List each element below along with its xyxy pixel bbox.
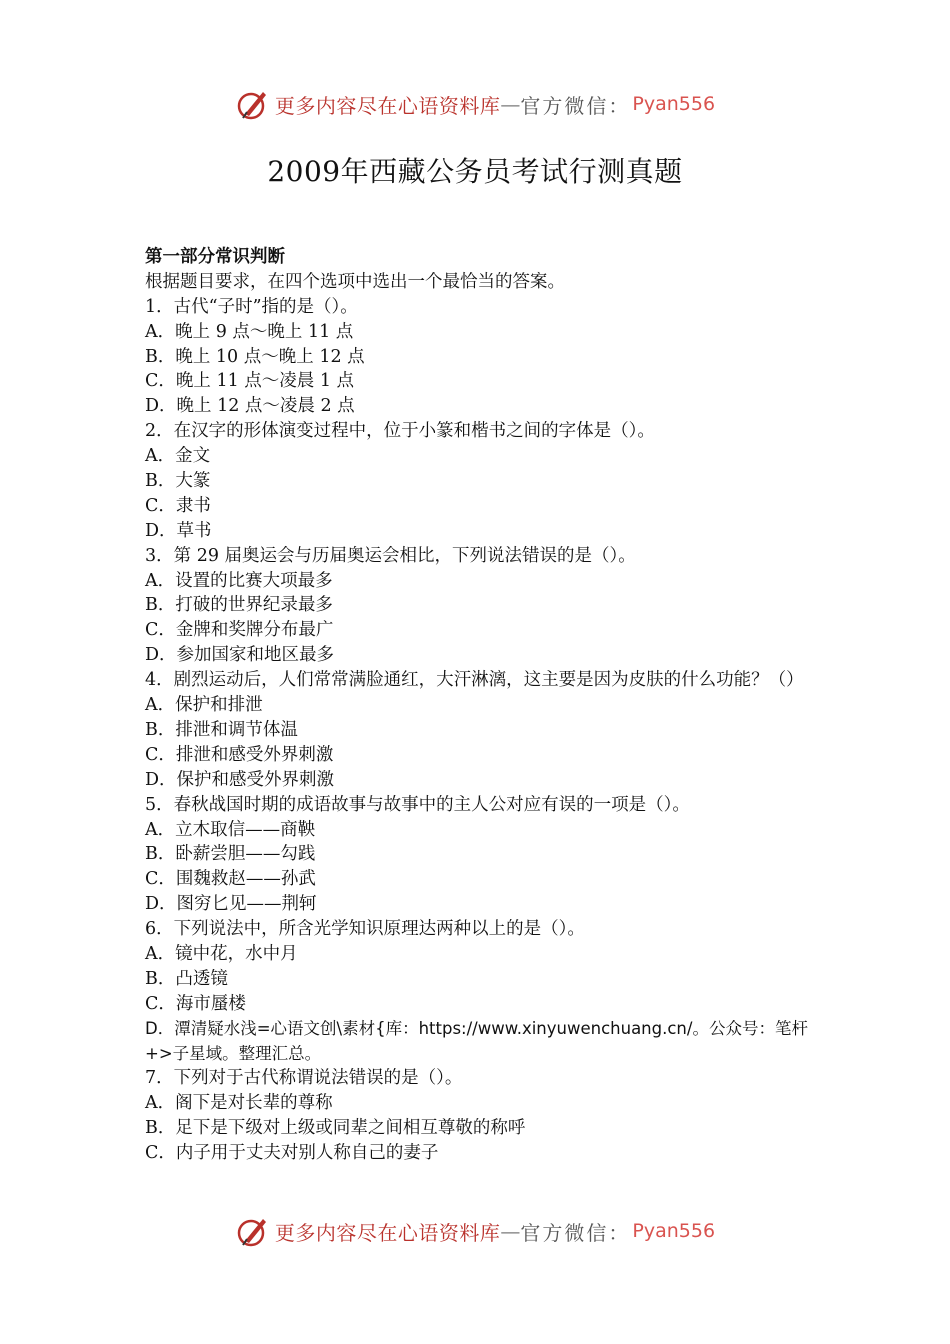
- q3-option-c: C．金牌和奖牌分布最广: [145, 620, 334, 641]
- q5-option-c: C．围魏救赵——孙武: [145, 869, 316, 890]
- q4-option-c: C．排泄和感受外界刺激: [145, 744, 334, 765]
- q6-option-a: A．镜中花，水中月: [145, 943, 298, 964]
- q6-option-c: C．海市蜃楼: [145, 993, 246, 1014]
- banner-wechat-id: Pyan556: [632, 1220, 716, 1242]
- q2-option-b: B．大篆: [145, 471, 211, 492]
- q2-option-a: A．金文: [145, 446, 211, 467]
- q5-option-a: A．立木取信——商鞅: [145, 819, 316, 840]
- q4-option-a: A．保护和排泄: [145, 695, 263, 716]
- document-title: 2009年西藏公务员考试行测真题: [267, 155, 683, 188]
- banner-wechat-label: 官方微信：: [520, 93, 631, 118]
- section-instruction: 根据题目要求，在四个选项中选出一个最恰当的答案。: [145, 271, 565, 292]
- question-5: 5．春秋战国时期的成语故事与故事中的主人公对应有误的一项是（）。: [145, 794, 690, 815]
- q6-option-d: D．潭清疑水浅=心语文创\素材{库：https://www.xinyuwenchuang.cn/。公众号：笔杆+>子星域。整理汇总。: [145, 1018, 808, 1063]
- document-body: [145, 245, 825, 1166]
- q3-option-d: D．参加国家和地区最多: [145, 645, 335, 666]
- question-3: 3．第 29 届奥运会与历届奥运会相比，下列说法错误的是（）。: [145, 545, 636, 566]
- banner-site-text: 更多内容尽在心语资料库: [274, 93, 501, 118]
- q2-option-c: C．隶书: [145, 495, 211, 516]
- banner-content: [235, 86, 715, 122]
- banner-separator: —: [500, 92, 521, 116]
- banner-wechat-label: 官方微信：: [520, 1220, 631, 1245]
- q3-option-b: B．打破的世界纪录最多: [145, 595, 333, 616]
- section-heading: 第一部分常识判断: [145, 247, 285, 267]
- q5-option-d: D．图穷匕见——荆轲: [145, 894, 317, 915]
- q1-option-a: A．晚上 9 点～晚上 11 点: [145, 321, 354, 342]
- banner-site-text: 更多内容尽在心语资料库: [274, 1220, 501, 1245]
- banner-wechat-id: Pyan556: [632, 93, 716, 115]
- q7-option-a: A．阁下是对长辈的尊称: [145, 1093, 333, 1114]
- quill-logo-icon: [235, 1213, 271, 1249]
- q7-option-c: C．内子用于丈夫对别人称自己的妻子: [145, 1143, 439, 1164]
- banner-content: [235, 1213, 715, 1249]
- q1-option-c: C．晚上 11 点～凌晨 1 点: [145, 371, 355, 392]
- footer-banner: [0, 1211, 950, 1251]
- banner-separator: —: [500, 1219, 521, 1243]
- question-7: 7．下列对于古代称谓说法错误的是（）。: [145, 1068, 463, 1089]
- quill-logo-icon: [235, 86, 271, 122]
- q7-option-b: B．足下是下级对上级或同辈之间相互尊敬的称呼: [145, 1118, 526, 1139]
- question-4: 4．剧烈运动后，人们常常满脸通红，大汗淋漓，这主要是因为皮肤的什么功能？（）: [145, 670, 804, 691]
- question-1: 1．古代“子时”指的是（）。: [145, 296, 358, 317]
- q6-option-b: B．凸透镜: [145, 968, 228, 989]
- q4-option-d: D．保护和感受外界刺激: [145, 769, 335, 790]
- question-6: 6．下列说法中，所含光学知识原理达两种以上的是（）。: [145, 919, 585, 940]
- question-2: 2．在汉字的形体演变过程中，位于小篆和楷书之间的字体是（）。: [145, 421, 655, 442]
- q2-option-d: D．草书: [145, 520, 212, 541]
- header-banner: [0, 84, 950, 124]
- q5-option-b: B．卧薪尝胆——勾践: [145, 844, 316, 865]
- q1-option-b: B．晚上 10 点～晚上 12 点: [145, 346, 365, 367]
- q4-option-b: B．排泄和调节体温: [145, 719, 298, 740]
- q1-option-d: D．晚上 12 点～凌晨 2 点: [145, 396, 355, 417]
- q3-option-a: A．设置的比赛大项最多: [145, 570, 333, 591]
